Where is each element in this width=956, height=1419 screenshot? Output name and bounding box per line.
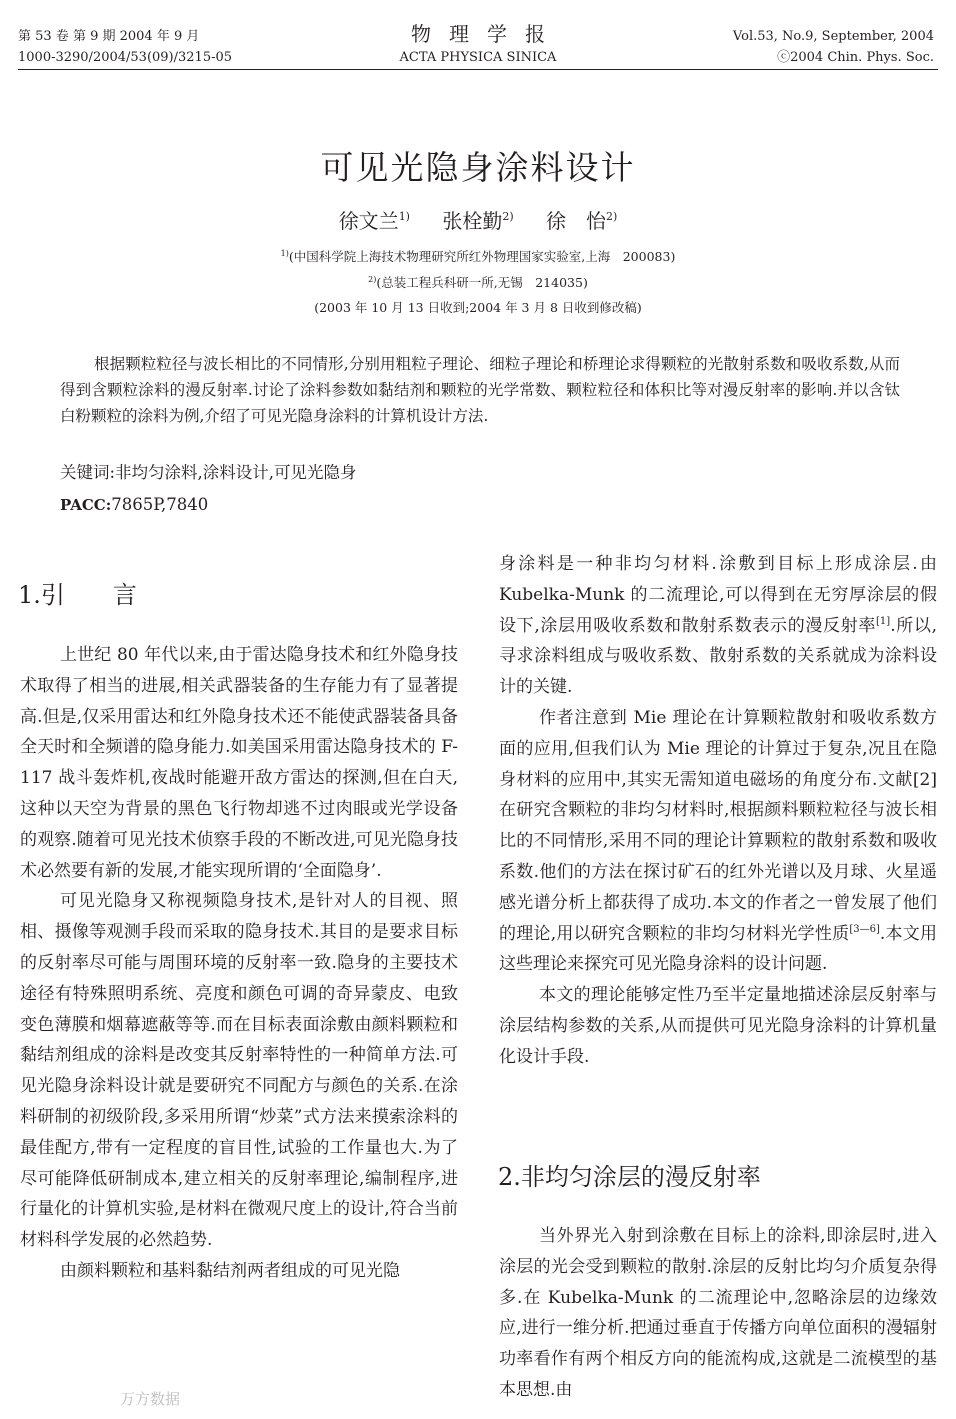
header-citation-info — [733, 26, 934, 68]
header-volume-en: Vol.53, No.9, September, 2004 — [732, 29, 934, 44]
citation-ref: [1] — [876, 615, 891, 627]
header-divider — [18, 69, 938, 70]
author-affil-mark: 2) — [606, 210, 618, 223]
watermark: 万方数据 — [120, 1390, 181, 1408]
paragraph-continued — [499, 549, 937, 703]
paper-title: 可见光隐身涂料设计 — [320, 148, 636, 187]
abstract: 根据颗粒粒径与波长相比的不同情形,分别用粗粒子理论、细粒子理论和桥理论求得颗粒的光散射系数和吸收系数,从而得到含颗粒涂料的漫反射率.讨论了涂料参数如黏结剂和颗粒的光学常数、颗粒粒径和体积比等对漫反射率的影响.并以含钛白粉颗粒的涂料为例,介绍了可见光隐身涂料的计算机设计方法. — [60, 355, 900, 425]
paragraph: 本文的理论能够定性乃至半定量地描述涂层反射率与涂层结构参数的关系,从而提供可见光隐身涂料的计算机量化设计手段. — [499, 985, 937, 1067]
affil-text: (中国科学院上海技术物理研究所红外物理国家实验室,上海 200083) — [288, 249, 676, 264]
author-name: 徐文兰 — [338, 209, 399, 233]
author-list — [0, 205, 956, 234]
paragraph: 由颜料颗粒和基料黏结剂两者组成的可见光隐 — [60, 1260, 400, 1281]
author-affil-mark: 2) — [502, 210, 514, 223]
section-1-heading — [18, 579, 137, 611]
pacc-codes — [60, 493, 208, 517]
pacc-label: PACC: — [60, 496, 112, 514]
affil-mark: 1) — [280, 249, 289, 258]
section-number: 1. — [18, 581, 41, 609]
header-volume-date: 第 53 卷 第 9 期 2004 年 9 月 — [18, 29, 200, 44]
paragraph-text: 身涂料是一种非均匀材料.涂敷到目标上形成涂层.由 Kubelka-Munk 的二流理论,可以得到在无穷厚涂层的假设下,涂层用吸收系数和散射系数表示的漫反射率 — [499, 554, 937, 636]
affil-text: (总装工程兵科研一所,无锡 214035) — [376, 275, 588, 290]
affil-mark: 2) — [368, 275, 377, 284]
paragraph-text: 作者注意到 Mie 理论在计算颗粒散射和吸收系数方面的应用,但我们认为 Mie 理论的计算过于复杂,况且在隐身材料的应用中,其实无需知道电磁场的角度分布.文献[2]在研究含颗粒的非均匀材料时,根据颜料颗粒粒径与波长相比的不同情形,采用不同的理论计算颗粒的散射系数和吸收系数.他们的方法在探讨矿石的红外光谱以及月球、火星遥感光谱分析上都获得了成功.本文的作者之一曾发展了他们的理论,用以研究含颗粒的非均匀材料光学性质 — [499, 707, 937, 944]
header-issn-pages: 1000-3290/2004/53(09)/3215-05 — [18, 50, 233, 65]
section-number: 2. — [498, 1163, 521, 1191]
right-column — [499, 549, 937, 1073]
paragraph: 可见光隐身又称视频隐身技术,是针对人的目视、照相、摄像等观测手段而采取的隐身技术.其目的是要求目标的反射率尽可能与周围环境的反射率一致.隐身的主要技术途径有特殊照明系统、亮度和颜色可调的奇异蒙皮、电致变色薄膜和烟幕遮蔽等等.而在目标表面涂敷由颜料颗粒和黏结剂组成的涂料是改变其反射率特性的一种简单方法.可见光隐身涂料设计就是要研究不同配方与颜色的关系.在涂料研制的初级阶段,多采用所谓“炒菜”式方法来摸索涂料的最佳配方,带有一定程度的盲目性,试验的工作量也大.为了尽可能降低研制成本,建立相关的反射率理论,编制程序,进行量化的计算机实验,是材料在微观尺度上的设计,符合当前材料科学发展的必然趋势. — [20, 891, 458, 1251]
citation-ref: [3—6] — [849, 923, 880, 935]
paragraph: 当外界光入射到涂敷在目标上的涂料,即涂层时,进入涂层的光会受到颗粒的散射.涂层的反射比均匀介质复杂得多.在 Kubelka-Munk 的二流理论中,忽略涂层的边缘效应,进行一维分析.把通过垂直于传播方向单位面积的漫辐射功率看作有两个相反方向的能流构成,这就是二流模型的基本思想.由 — [499, 1226, 937, 1400]
journal-title-cn: 物理学报 — [411, 22, 563, 46]
affiliation-1 — [0, 247, 956, 265]
section-2-body — [499, 1221, 937, 1406]
section-2-heading — [498, 1161, 761, 1193]
header-copyright: ⓒ2004 Chin. Phys. Soc. — [777, 50, 934, 65]
paragraph: 上世纪 80 年代以来,由于雷达隐身技术和红外隐身技术取得了相当的进展,相关武器装备的生存能力有了显著提高.但是,仅采用雷达和红外隐身技术还不能使武器装备具备全天时和全频谱的隐身能力.如美国采用雷达隐身技术的 F-117 战斗轰炸机,夜战时能避开敌方雷达的探测,但在白天,这种以天空为背景的黑色飞行物却逃不过肉眼或光学设备的观察.随着可见光技术侦察手段的不断改进,可见光隐身技术必然要有新的发展,才能实现所谓的‘全面隐身’. — [20, 645, 458, 881]
received-dates: (2003 年 10 月 13 日收到;2004 年 3 月 8 日收到修改稿) — [314, 300, 642, 315]
pacc-value: 7865P,7840 — [111, 495, 209, 514]
journal-title-en: ACTA PHYSICA SINICA — [399, 50, 557, 65]
paragraph — [499, 703, 937, 980]
author-name: 徐 怡 — [546, 209, 606, 233]
left-column — [20, 640, 458, 1287]
paragraph-text: .所以,寻求涂料组成与吸收系数、散射系数的关系就成为涂料设计的关键. — [499, 615, 938, 698]
section-title: 引 言 — [40, 581, 137, 609]
author-affil-mark: 1) — [398, 210, 410, 223]
affiliation-2 — [0, 273, 956, 291]
section-title: 非均匀涂层的漫反射率 — [520, 1163, 761, 1191]
paragraph-text: .本文用这些理论来探究可见光隐身涂料的设计问题. — [499, 923, 938, 975]
keywords: 关键词:非均匀涂料,涂料设计,可见光隐身 — [60, 463, 357, 482]
author-name: 张栓勤 — [442, 209, 503, 233]
